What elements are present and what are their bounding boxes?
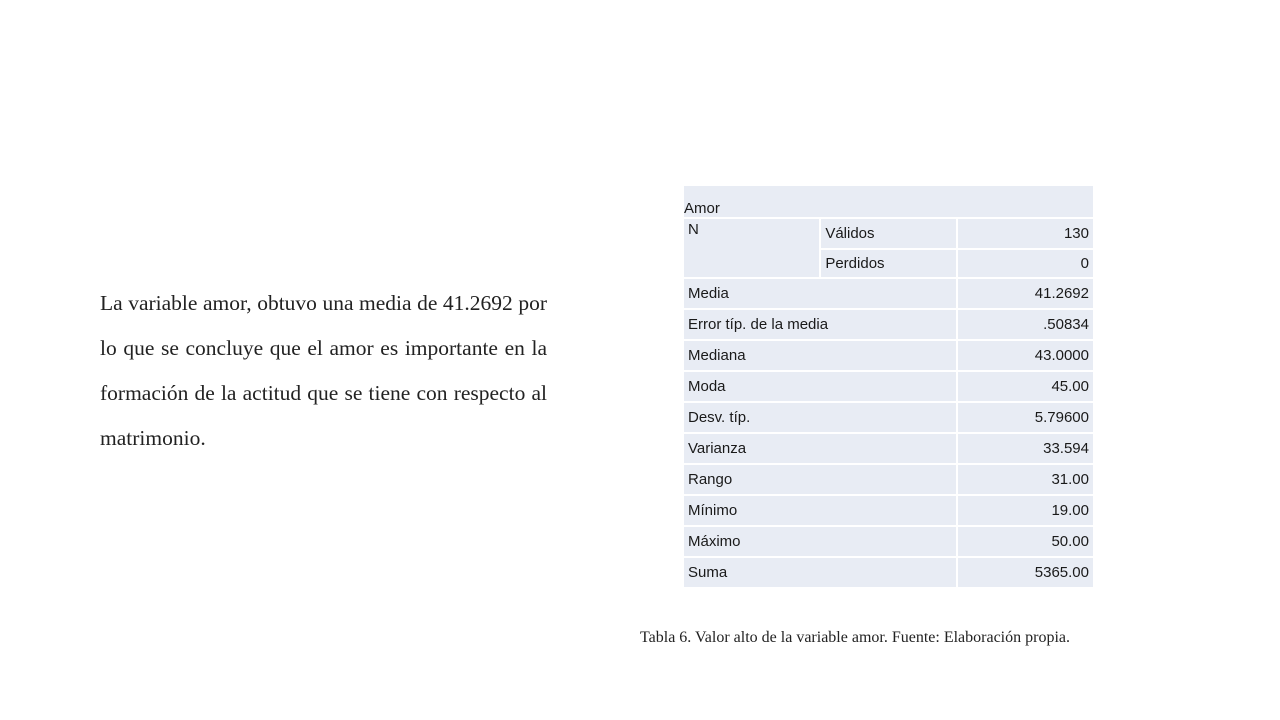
valid-label: Válidos [820, 218, 956, 249]
table-row-maximum [684, 526, 1093, 557]
n-label: N [684, 218, 820, 278]
table-title-row [684, 186, 1093, 218]
mode-label: Moda [684, 371, 957, 402]
table-row-std-dev [684, 402, 1093, 433]
table-row-minimum [684, 495, 1093, 526]
statistics-table [684, 186, 1093, 587]
std-dev-label: Desv. típ. [684, 402, 957, 433]
minimum-label: Mínimo [684, 495, 957, 526]
mode-value: 45.00 [957, 371, 1093, 402]
table-row-sum [684, 557, 1093, 587]
valid-value: 130 [957, 218, 1093, 249]
sum-value: 5365.00 [957, 557, 1093, 587]
minimum-value: 19.00 [957, 495, 1093, 526]
missing-value: 0 [957, 249, 1093, 278]
table-row-range [684, 464, 1093, 495]
table-caption: Tabla 6. Valor alto de la variable amor. Fuente: Elaboración propia. [640, 629, 1070, 646]
sum-label: Suma [684, 557, 957, 587]
variance-value: 33.594 [957, 433, 1093, 464]
std-dev-value: 5.79600 [957, 402, 1093, 433]
range-label: Rango [684, 464, 957, 495]
std-error-label: Error típ. de la media [684, 309, 957, 340]
median-label: Mediana [684, 340, 957, 371]
mean-label: Media [684, 278, 957, 309]
median-value: 43.0000 [957, 340, 1093, 371]
variance-label: Varianza [684, 433, 957, 464]
table-row-mean [684, 278, 1093, 309]
range-value: 31.00 [957, 464, 1093, 495]
table-row-mode [684, 371, 1093, 402]
table-title: Amor [684, 200, 720, 217]
table-row-variance [684, 433, 1093, 464]
table-row-valid [684, 218, 1093, 249]
maximum-label: Máximo [684, 526, 957, 557]
table-row-std-error [684, 309, 1093, 340]
std-error-value: .50834 [957, 309, 1093, 340]
missing-label: Perdidos [820, 249, 956, 278]
table-row-median [684, 340, 1093, 371]
mean-value: 41.2692 [957, 278, 1093, 309]
body-paragraph: La variable amor, obtuvo una media de 41.2692 por lo que se concluye que el amor es importante en la formación de la actitud que se tiene con respecto al matrimonio. [100, 291, 547, 450]
maximum-value: 50.00 [957, 526, 1093, 557]
